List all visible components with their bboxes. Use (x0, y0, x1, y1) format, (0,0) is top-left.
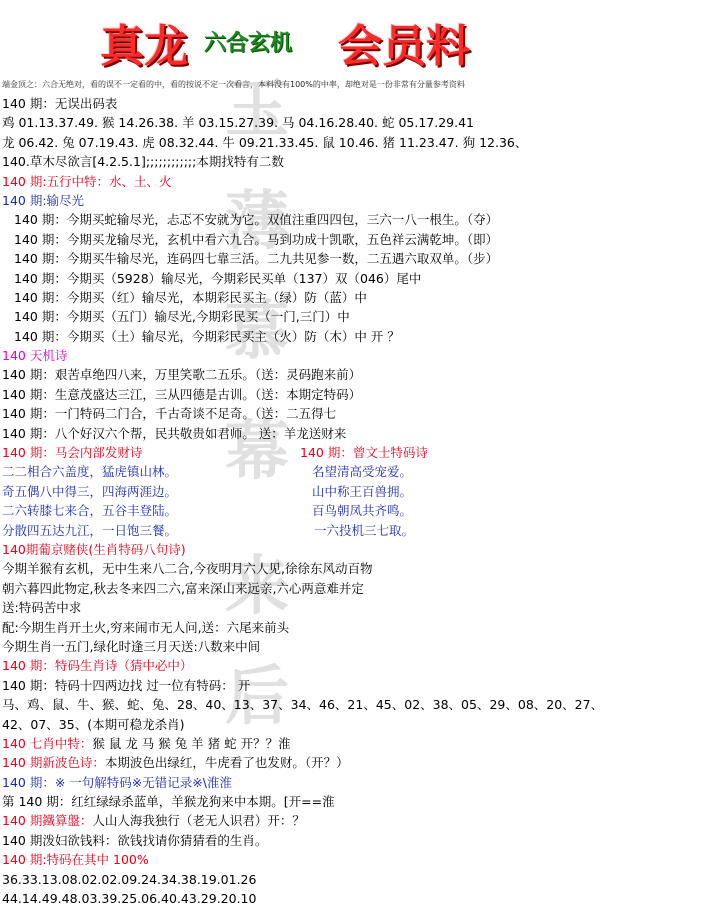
text-line: 今期生肖一五门,绿化时逢三月天送:八数来中间 (2, 638, 261, 654)
zodiac-code-line: 龙 06.42. 兔 07.19.43. 虎 08.32.44. 牛 09.21.33.45. 鼠 10.46. 猪 11.23.47. 狗 12.36、 (2, 134, 528, 150)
watermark-glyph: 薄 (225, 184, 289, 259)
text-line: 朝六暮四此物定,秋去冬来四二六,富来深山来远亲,六心两意难并定 (2, 580, 364, 596)
text-line: 140 期：今期买（土）输尽光，今期彩民买主（火）防（木）中 开 ？ (14, 328, 400, 344)
text-line: 配:今期生肖开土火,穷来闹市无人问,送：六尾来前头 (2, 619, 290, 635)
banner-title-part2: 六合玄机 (204, 31, 293, 56)
text-line: 送:特码苦中求 (2, 600, 82, 616)
section-heading: 140 天机诗 (2, 348, 68, 364)
disclaimer-notice: 端金顶之：六合无绝对，看的误不一定看的中，看的按说不定一次看言，本料没有100%的中率，却绝对是一份非常有分量参考资料 (2, 80, 465, 89)
poem-left-line: 分散四五达九江，一日饱三餐。 (2, 522, 178, 538)
section-heading: 140 期:特码在其中 100% (2, 852, 149, 868)
text-line: 42、07、35、(本期可稳龙杀肖) (2, 716, 185, 732)
section-heading-right: 140 期：曾文士特码诗 (300, 445, 428, 461)
section-heading: 140 期:输尽光 (2, 192, 85, 208)
text-line: 马、鸡、鼠、牛、猴、蛇、兔、28、40、13、37、34、46、21、45、02、38、05、29、08、20、27、 (2, 697, 604, 713)
poem-row (2, 482, 718, 501)
text-line: 第 140 期：红红绿绿杀蓝单，羊猴龙狗来中本期。[开==淮 (2, 794, 335, 810)
section-heading: 140 期:五行中特：水、土、火 (2, 173, 172, 189)
text-line (2, 811, 718, 830)
text-line: 140 期：今期买（5928）输尽光，今期彩民买单（137）双（046）尾中 (14, 270, 422, 286)
text-line: 140 期：今期买牛输尽光，连码四七靠三活。二九共见参一数，二五遇六取双单。（步） (14, 251, 499, 267)
number-line: 36.33.13.08.02.02.09.24.34.38.19.01.26 (2, 871, 257, 887)
text-line: 140 期：今期买（五门）输尽光,今期彩民买（一门,三门）中 (14, 309, 350, 325)
watermark-glyph: 后 (225, 659, 289, 734)
text-line: 140 期：今期买龙输尽光，玄机中看六九合。马到功成十凯歌，五色祥云满乾坤。（即） (14, 231, 499, 247)
text-line: 今期羊猴有玄机，无中生来八二合,今夜明月六人见,徐徐东风动百物 (2, 561, 373, 577)
section-heading: 140 期：※ 一句解特码※无错记录※\淮淮 (2, 774, 232, 790)
text-line: 140 期：艰苦卓绝四八来，万里笑歌二五乐。（送：灵码跑来前） (2, 367, 362, 383)
text-line: 140 期泼妇欲钱料：欲钱找请你猜猜看的生肖。 (2, 832, 268, 848)
text-line: 140.草木尽欲言[4.2.5.1];;;;;;;;;;;;本期找特有二数 (2, 154, 284, 170)
watermark-glyph: 玉 (225, 72, 289, 147)
document-body (2, 94, 718, 908)
line-label: 140 期新波色诗： (2, 755, 105, 771)
text-line: 140 期：八个好汉六个帮，民共敬贵如君师。 送：羊龙送财来 (2, 425, 347, 441)
text-line: 140 期：今期买（红）输尽光，本期彩民买主（绿）防（蓝）中 (14, 289, 367, 305)
poem-row (2, 521, 718, 540)
section-heading: 140期葡京赌侠(生肖特码八句诗) (2, 541, 186, 557)
number-line: 44.14.49.48.03.39.25.06.40.43.29.20.10 (2, 891, 257, 907)
line-text: 人山人海我独行（老无人识君）开：？ (92, 813, 305, 829)
watermark-glyph: 慕 (225, 294, 289, 369)
section-heading: 140 期：特码生肖诗（猜中必中） (2, 658, 193, 674)
watermark-glyph: 幕 (225, 414, 289, 489)
text-line (2, 753, 718, 772)
poem-right-line: 一六投机三七取。 (314, 522, 415, 538)
poem-row (2, 501, 718, 520)
text-line: 140 期：无误出码表 (2, 96, 118, 111)
text-line: 140 期：今期买蛇输尽光，忐忑不安就为它。双值注重四四包，三六一八一根生。（夺） (14, 212, 499, 228)
line-text: 猴 鼠 龙 马 猴 兔 羊 猪 蛇 开？？淮 (92, 735, 291, 751)
text-line (2, 734, 718, 753)
line-label: 140 期鐵算盤： (2, 813, 93, 829)
poem-left-line: 二二相合六盖度，猛虎镇山林。 (2, 464, 178, 480)
poem-right-line: 名望清高受宠爱。 (312, 464, 413, 480)
text-line: 140 期：生意茂盛达三江，三从四德是古训。（送：本期定特码） (2, 386, 362, 402)
poem-heading-row (2, 443, 718, 462)
poem-right-line: 百鸟朝凤共齐鸣。 (312, 503, 413, 519)
text-line: 140 期：特码十四两边找 过一位有特码： 开 (2, 677, 251, 693)
poem-right-line: 山中称王百兽拥。 (312, 483, 413, 499)
zodiac-code-line: 鸡 01.13.37.49. 猴 14.26.38. 羊 03.15.27.39. 马 04.16.28.40. 蛇 05.17.29.41 (2, 115, 474, 131)
section-heading-left: 140 期：马会内部发财诗 (2, 445, 143, 461)
banner-title (100, 8, 500, 72)
poem-left-line: 奇五偶八中得三，四海两涯边。 (2, 483, 178, 499)
poem-row (2, 462, 718, 481)
line-text: 本期波色出绿红，牛虎看了也发财。（开？） (104, 755, 349, 771)
poem-left-line: 二六转膝七来合，五谷丰登陆。 (2, 503, 178, 519)
banner-title-part3: 会员料 (338, 21, 470, 72)
banner-title-part1: 真龙 (100, 21, 188, 72)
text-line: 140 期：一门特码二门合，千古奇谈不足奇。（送：二五得七 (2, 406, 337, 422)
watermark-glyph: 来 (225, 549, 289, 624)
line-label: 140 七肖中特： (2, 735, 93, 751)
